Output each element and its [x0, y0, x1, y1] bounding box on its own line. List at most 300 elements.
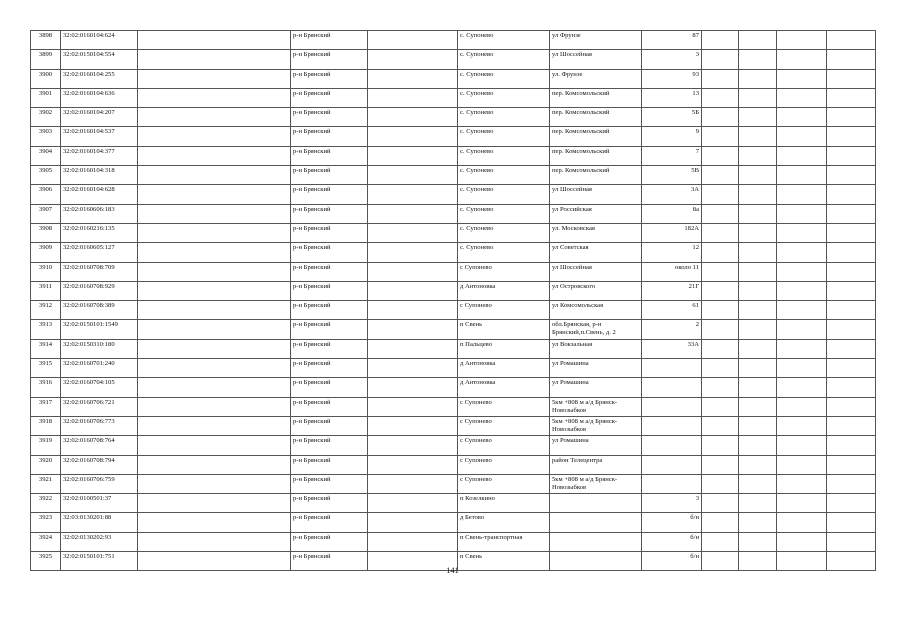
house-number-cell: 61 — [642, 301, 702, 320]
empty-cell — [739, 31, 777, 50]
empty-cell — [368, 88, 458, 107]
row-number-cell: 3923 — [31, 513, 61, 532]
district-cell: р-н Брянский — [291, 513, 368, 532]
empty-cell — [702, 281, 739, 300]
table-row — [31, 204, 876, 223]
settlement-cell: д Бетово — [458, 513, 550, 532]
table-row — [31, 223, 876, 242]
empty-cell — [777, 494, 827, 513]
empty-cell — [702, 204, 739, 223]
empty-cell — [138, 88, 291, 107]
page-number: 141 — [446, 565, 459, 575]
empty-cell — [827, 455, 876, 474]
empty-cell — [827, 243, 876, 262]
house-number-cell — [642, 474, 702, 493]
table-row — [31, 494, 876, 513]
empty-cell — [702, 50, 739, 69]
table-row — [31, 436, 876, 455]
cadastral-number-cell: 32:02:0160706:721 — [61, 397, 138, 416]
empty-cell — [368, 281, 458, 300]
district-cell: р-н Брянский — [291, 185, 368, 204]
table-row — [31, 69, 876, 88]
settlement-cell: с. Супонево — [458, 108, 550, 127]
empty-cell — [777, 166, 827, 185]
house-number-cell — [642, 397, 702, 416]
settlement-cell: с Супонево — [458, 416, 550, 435]
empty-cell — [138, 243, 291, 262]
cadastral-number-cell: 32:02:0160104:537 — [61, 127, 138, 146]
empty-cell — [702, 416, 739, 435]
cadastral-number-cell: 32:02:0160706:773 — [61, 416, 138, 435]
empty-cell — [368, 108, 458, 127]
street-cell: ул Островского — [550, 281, 642, 300]
empty-cell — [368, 243, 458, 262]
empty-cell — [827, 532, 876, 551]
district-cell: р-н Брянский — [291, 532, 368, 551]
empty-cell — [739, 301, 777, 320]
settlement-cell: д Антоновка — [458, 378, 550, 397]
empty-cell — [368, 262, 458, 281]
street-cell: 5км +808 м а/д Брянск-Новозыбков — [550, 397, 642, 416]
empty-cell — [368, 494, 458, 513]
empty-cell — [702, 455, 739, 474]
settlement-cell: с. Супонево — [458, 204, 550, 223]
settlement-cell: с Супонево — [458, 397, 550, 416]
table-body — [31, 31, 876, 571]
row-number-cell: 3918 — [31, 416, 61, 435]
settlement-cell: с. Супонево — [458, 146, 550, 165]
cadastral-number-cell: 32:02:0160104:207 — [61, 108, 138, 127]
settlement-cell: д Антоновка — [458, 359, 550, 378]
empty-cell — [777, 146, 827, 165]
empty-cell — [702, 494, 739, 513]
settlement-cell: с Супонево — [458, 262, 550, 281]
settlement-cell: с. Супонево — [458, 166, 550, 185]
empty-cell — [739, 281, 777, 300]
district-cell: р-н Брянский — [291, 50, 368, 69]
street-cell: пер. Комсомольский — [550, 166, 642, 185]
district-cell: р-н Брянский — [291, 243, 368, 262]
row-number-cell: 3922 — [31, 494, 61, 513]
cadastral-number-cell: 32:02:0160104:624 — [61, 31, 138, 50]
empty-cell — [702, 127, 739, 146]
empty-cell — [138, 108, 291, 127]
registry-sheet — [30, 30, 875, 571]
empty-cell — [739, 185, 777, 204]
table-row — [31, 88, 876, 107]
empty-cell — [777, 378, 827, 397]
empty-cell — [777, 397, 827, 416]
row-number-cell: 3925 — [31, 552, 61, 571]
house-number-cell: 93 — [642, 69, 702, 88]
empty-cell — [138, 223, 291, 242]
row-number-cell: 3908 — [31, 223, 61, 242]
empty-cell — [138, 339, 291, 358]
empty-cell — [827, 108, 876, 127]
empty-cell — [368, 513, 458, 532]
street-cell: ул. Московская — [550, 223, 642, 242]
empty-cell — [827, 262, 876, 281]
settlement-cell: п Свень — [458, 320, 550, 339]
empty-cell — [368, 359, 458, 378]
row-number-cell: 3921 — [31, 474, 61, 493]
district-cell: р-н Брянский — [291, 108, 368, 127]
table-row — [31, 108, 876, 127]
district-cell: р-н Брянский — [291, 281, 368, 300]
empty-cell — [138, 320, 291, 339]
settlement-cell: п Пальцево — [458, 339, 550, 358]
empty-cell — [777, 108, 827, 127]
empty-cell — [739, 532, 777, 551]
empty-cell — [138, 301, 291, 320]
empty-cell — [739, 455, 777, 474]
empty-cell — [702, 378, 739, 397]
row-number-cell: 3906 — [31, 185, 61, 204]
empty-cell — [138, 513, 291, 532]
property-registry-table — [30, 30, 876, 571]
empty-cell — [138, 532, 291, 551]
table-row — [31, 301, 876, 320]
empty-cell — [739, 416, 777, 435]
row-number-cell: 3909 — [31, 243, 61, 262]
empty-cell — [138, 50, 291, 69]
empty-cell — [368, 416, 458, 435]
empty-cell — [138, 281, 291, 300]
empty-cell — [702, 474, 739, 493]
table-row — [31, 50, 876, 69]
empty-cell — [777, 320, 827, 339]
house-number-cell: 9 — [642, 127, 702, 146]
settlement-cell: с Супонево — [458, 436, 550, 455]
empty-cell — [702, 146, 739, 165]
empty-cell — [739, 494, 777, 513]
street-cell: ул. Фрунзе — [550, 69, 642, 88]
empty-cell — [777, 69, 827, 88]
empty-cell — [702, 108, 739, 127]
table-row — [31, 378, 876, 397]
street-cell: обл.Брянская, р-н Брянский,п.Свень, д. 2 — [550, 320, 642, 339]
cadastral-number-cell: 32:02:0160104:377 — [61, 146, 138, 165]
house-number-cell — [642, 416, 702, 435]
empty-cell — [368, 455, 458, 474]
empty-cell — [702, 69, 739, 88]
table-row — [31, 166, 876, 185]
empty-cell — [368, 223, 458, 242]
row-number-cell: 3910 — [31, 262, 61, 281]
house-number-cell: около 11 — [642, 262, 702, 281]
empty-cell — [739, 146, 777, 165]
empty-cell — [702, 185, 739, 204]
district-cell: р-н Брянский — [291, 455, 368, 474]
street-cell: ул Комсомольская — [550, 301, 642, 320]
district-cell: р-н Брянский — [291, 301, 368, 320]
empty-cell — [368, 146, 458, 165]
empty-cell — [739, 513, 777, 532]
cadastral-number-cell: 32:02:0130202:93 — [61, 532, 138, 551]
empty-cell — [368, 69, 458, 88]
empty-cell — [368, 127, 458, 146]
house-number-cell: б/н — [642, 552, 702, 571]
empty-cell — [138, 69, 291, 88]
cadastral-number-cell: 32:02:0160708:794 — [61, 455, 138, 474]
empty-cell — [777, 262, 827, 281]
district-cell: р-н Брянский — [291, 494, 368, 513]
empty-cell — [138, 204, 291, 223]
empty-cell — [138, 455, 291, 474]
district-cell: р-н Брянский — [291, 127, 368, 146]
street-cell — [550, 532, 642, 551]
empty-cell — [777, 127, 827, 146]
row-number-cell: 3903 — [31, 127, 61, 146]
cadastral-number-cell: 32:02:0160104:636 — [61, 88, 138, 107]
empty-cell — [739, 204, 777, 223]
table-row — [31, 262, 876, 281]
empty-cell — [138, 185, 291, 204]
empty-cell — [138, 31, 291, 50]
empty-cell — [138, 359, 291, 378]
empty-cell — [777, 359, 827, 378]
empty-cell — [777, 185, 827, 204]
district-cell: р-н Брянский — [291, 223, 368, 242]
cadastral-number-cell: 32:02:0160104:318 — [61, 166, 138, 185]
house-number-cell: 87 — [642, 31, 702, 50]
empty-cell — [827, 185, 876, 204]
district-cell: р-н Брянский — [291, 397, 368, 416]
empty-cell — [702, 166, 739, 185]
empty-cell — [739, 320, 777, 339]
empty-cell — [777, 436, 827, 455]
empty-cell — [739, 69, 777, 88]
settlement-cell: с. Супонево — [458, 185, 550, 204]
empty-cell — [368, 320, 458, 339]
settlement-cell: с. Супонево — [458, 69, 550, 88]
empty-cell — [827, 281, 876, 300]
table-row — [31, 320, 876, 339]
empty-cell — [368, 301, 458, 320]
row-number-cell: 3907 — [31, 204, 61, 223]
table-row — [31, 474, 876, 493]
empty-cell — [702, 397, 739, 416]
row-number-cell: 3913 — [31, 320, 61, 339]
row-number-cell: 3898 — [31, 31, 61, 50]
cadastral-number-cell: 32:02:0160216:135 — [61, 223, 138, 242]
district-cell: р-н Брянский — [291, 146, 368, 165]
empty-cell — [739, 127, 777, 146]
street-cell: 5км +808 м а/д Брянск-Новозыбков — [550, 416, 642, 435]
house-number-cell: 2 — [642, 320, 702, 339]
empty-cell — [827, 204, 876, 223]
empty-cell — [827, 223, 876, 242]
empty-cell — [739, 50, 777, 69]
empty-cell — [739, 88, 777, 107]
empty-cell — [368, 436, 458, 455]
district-cell: р-н Брянский — [291, 552, 368, 571]
cadastral-number-cell: 32:02:0160701:240 — [61, 359, 138, 378]
empty-cell — [777, 50, 827, 69]
settlement-cell: с. Супонево — [458, 243, 550, 262]
cadastral-number-cell: 32:02:0160706:759 — [61, 474, 138, 493]
empty-cell — [739, 436, 777, 455]
empty-cell — [702, 532, 739, 551]
house-number-cell: б/н — [642, 532, 702, 551]
district-cell: р-н Брянский — [291, 416, 368, 435]
cadastral-number-cell: 32:02:0160708:389 — [61, 301, 138, 320]
empty-cell — [827, 127, 876, 146]
settlement-cell: с Супонево — [458, 301, 550, 320]
settlement-cell: п Свень-транспортная — [458, 532, 550, 551]
empty-cell — [777, 281, 827, 300]
table-row — [31, 339, 876, 358]
settlement-cell: д Антоновка — [458, 281, 550, 300]
cadastral-number-cell: 32:02:0160606:183 — [61, 204, 138, 223]
empty-cell — [138, 436, 291, 455]
empty-cell — [368, 397, 458, 416]
cadastral-number-cell: 32:02:0150101:1549 — [61, 320, 138, 339]
row-number-cell: 3916 — [31, 378, 61, 397]
empty-cell — [368, 204, 458, 223]
empty-cell — [777, 31, 827, 50]
empty-cell — [827, 50, 876, 69]
empty-cell — [827, 513, 876, 532]
empty-cell — [138, 474, 291, 493]
street-cell: ул Советская — [550, 243, 642, 262]
empty-cell — [777, 455, 827, 474]
street-cell: пер. Комсомольский — [550, 108, 642, 127]
cadastral-number-cell: 32:02:0160605:127 — [61, 243, 138, 262]
row-number-cell: 3904 — [31, 146, 61, 165]
settlement-cell: с. Супонево — [458, 31, 550, 50]
house-number-cell: 21Г — [642, 281, 702, 300]
empty-cell — [739, 243, 777, 262]
cadastral-number-cell: 32:02:0160104:255 — [61, 69, 138, 88]
empty-cell — [368, 339, 458, 358]
settlement-cell: п Козелкино — [458, 494, 550, 513]
row-number-cell: 3912 — [31, 301, 61, 320]
cadastral-number-cell: 32:02:0150310:180 — [61, 339, 138, 358]
district-cell: р-н Брянский — [291, 359, 368, 378]
cadastral-number-cell: 32:02:0160708:764 — [61, 436, 138, 455]
row-number-cell: 3900 — [31, 69, 61, 88]
empty-cell — [702, 359, 739, 378]
street-cell: пер. Комсомольский — [550, 127, 642, 146]
district-cell: р-н Брянский — [291, 436, 368, 455]
table-row — [31, 455, 876, 474]
district-cell: р-н Брянский — [291, 88, 368, 107]
empty-cell — [739, 397, 777, 416]
house-number-cell: б/н — [642, 513, 702, 532]
empty-cell — [777, 416, 827, 435]
street-cell — [550, 513, 642, 532]
empty-cell — [777, 301, 827, 320]
empty-cell — [138, 378, 291, 397]
district-cell: р-н Брянский — [291, 378, 368, 397]
empty-cell — [827, 397, 876, 416]
street-cell: пер. Комсомольский — [550, 146, 642, 165]
empty-cell — [702, 320, 739, 339]
district-cell: р-н Брянский — [291, 262, 368, 281]
empty-cell — [702, 339, 739, 358]
empty-cell — [827, 88, 876, 107]
empty-cell — [702, 223, 739, 242]
row-number-cell: 3905 — [31, 166, 61, 185]
table-row — [31, 416, 876, 435]
settlement-cell: п Свень — [458, 552, 550, 571]
house-number-cell — [642, 455, 702, 474]
street-cell: пер. Комсомольский — [550, 88, 642, 107]
empty-cell — [702, 301, 739, 320]
table-row — [31, 127, 876, 146]
settlement-cell: с. Супонево — [458, 127, 550, 146]
row-number-cell: 3920 — [31, 455, 61, 474]
empty-cell — [138, 416, 291, 435]
empty-cell — [827, 339, 876, 358]
table-row — [31, 359, 876, 378]
empty-cell — [702, 262, 739, 281]
settlement-cell: с. Супонево — [458, 88, 550, 107]
empty-cell — [827, 494, 876, 513]
street-cell: ул Российская — [550, 204, 642, 223]
settlement-cell: с. Супонево — [458, 50, 550, 69]
district-cell: р-н Брянский — [291, 69, 368, 88]
row-number-cell: 3924 — [31, 532, 61, 551]
house-number-cell: 8а — [642, 204, 702, 223]
empty-cell — [827, 166, 876, 185]
row-number-cell: 3901 — [31, 88, 61, 107]
street-cell: район Телецентра — [550, 455, 642, 474]
empty-cell — [368, 31, 458, 50]
empty-cell — [827, 378, 876, 397]
street-cell: ул Шоссейная — [550, 185, 642, 204]
empty-cell — [827, 301, 876, 320]
row-number-cell: 3902 — [31, 108, 61, 127]
district-cell: р-н Брянский — [291, 320, 368, 339]
house-number-cell: 5Б — [642, 108, 702, 127]
empty-cell — [777, 88, 827, 107]
cadastral-number-cell: 32:02:0160708:709 — [61, 262, 138, 281]
empty-cell — [739, 339, 777, 358]
house-number-cell: 5В — [642, 166, 702, 185]
row-number-cell: 3915 — [31, 359, 61, 378]
empty-cell — [827, 31, 876, 50]
empty-cell — [777, 243, 827, 262]
table-row — [31, 243, 876, 262]
empty-cell — [138, 494, 291, 513]
row-number-cell: 3914 — [31, 339, 61, 358]
cadastral-number-cell: 32:02:0100501:37 — [61, 494, 138, 513]
cadastral-number-cell: 32:02:0160708:929 — [61, 281, 138, 300]
empty-cell — [138, 397, 291, 416]
row-number-cell: 3919 — [31, 436, 61, 455]
district-cell: р-н Брянский — [291, 474, 368, 493]
empty-cell — [739, 223, 777, 242]
empty-cell — [739, 359, 777, 378]
empty-cell — [702, 31, 739, 50]
street-cell: 5км +808 м а/д Брянск-Новозыбков — [550, 474, 642, 493]
table-row — [31, 146, 876, 165]
table-row — [31, 281, 876, 300]
house-number-cell: 3 — [642, 494, 702, 513]
house-number-cell: 3А — [642, 185, 702, 204]
house-number-cell: 7 — [642, 146, 702, 165]
empty-cell — [777, 532, 827, 551]
cadastral-number-cell: 32:02:0150104:554 — [61, 50, 138, 69]
district-cell: р-н Брянский — [291, 204, 368, 223]
district-cell: р-н Брянский — [291, 166, 368, 185]
empty-cell — [702, 513, 739, 532]
house-number-cell: 33А — [642, 339, 702, 358]
street-cell: ул Ромашина — [550, 359, 642, 378]
empty-cell — [368, 378, 458, 397]
